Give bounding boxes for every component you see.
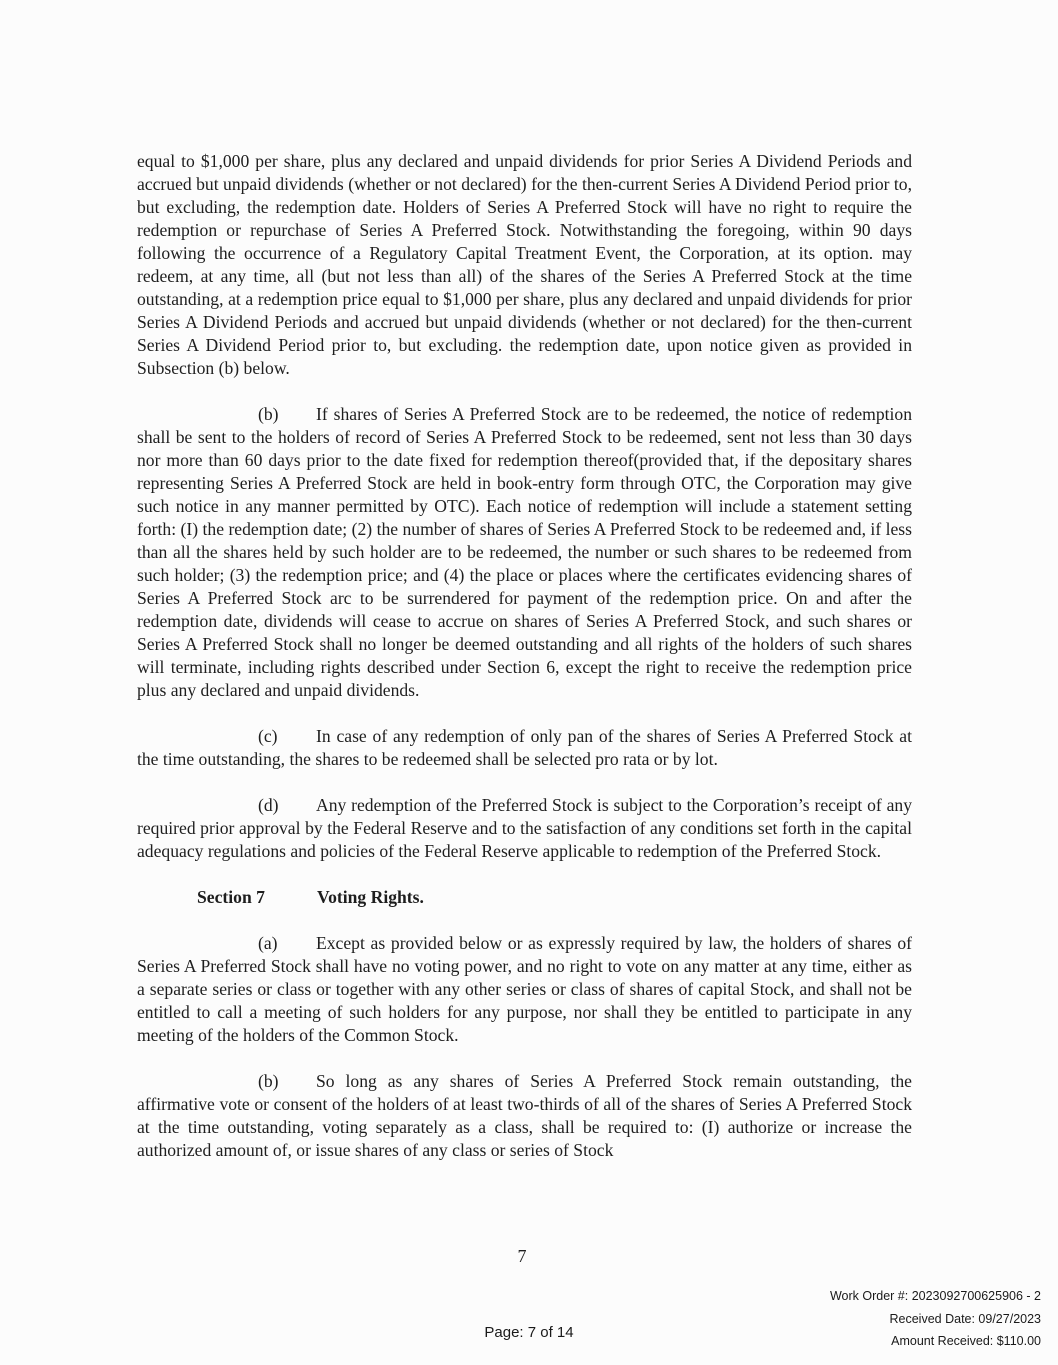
paragraph-text: Any redemption of the Preferred Stock is subject to the Corporation’s receipt of any required prior approval by the Federal Reserve and to the satisfaction of any conditions set forth in the capital adequacy regulations and policies of the Federal Reserve applicable to redemption of the Preferred Stock.	[137, 795, 912, 861]
paragraph-text: In case of any redemption of only pan of the shares of Series A Preferred Stock at the time outstanding, the shares to be redeemed shall be selected pro rata or by lot.	[137, 726, 912, 769]
section-heading	[137, 886, 912, 909]
paragraph-label: (a)	[258, 933, 278, 953]
work-order-number: Work Order #: 2023092700625906 - 2	[829, 1289, 1041, 1303]
amount-received: Amount Received: $110.00	[891, 1334, 1041, 1348]
section-number: Section 7	[197, 887, 265, 907]
paragraph-6d	[137, 794, 912, 863]
paragraph-text: So long as any shares of Series A Preferred Stock remain outstanding, the affirmative vote or consent of the holders of at least two-thirds of all of the shares of Series A Preferred Stock at the time outstanding, voting separately as a class, shall be required to: (I) authorize or increase the authorized amount of, or issue shares of any class or series of Stock	[137, 1071, 912, 1160]
paragraph-6b	[137, 403, 912, 702]
received-date: Received Date: 09/27/2023	[889, 1311, 1041, 1326]
paragraph-label: (b)	[258, 1071, 279, 1091]
paragraph-label: (d)	[258, 795, 279, 815]
paragraph-redemption-continuation: equal to $1,000 per share, plus any declared and unpaid dividends for prior Series A Dividend Periods and accrued but unpaid dividends (whether or not declared) for the then-current Series A Dividend Period prior to, but excluding, the redemption date. Holders of Series A Preferred Stock will have no right to require the redemption or repurchase of Series A Preferred Stock. Notwithstanding the foregoing, within 90 days following the occurrence of a Regulatory Capital Treatment Event, the Corporation, at its option. may redeem, at any time, all (but not less than all) of the shares of the Series A Preferred Stock at the time outstanding, at a redemption price equal to $1,000 per share, plus any declared and unpaid dividends for prior Series A Dividend Periods and accrued but unpaid dividends (whether or not declared) for the then-current Series A Dividend Period prior to, but excluding. the redemption date, upon notice given as provided in Subsection (b) below.	[137, 151, 912, 378]
page-number: 7	[517, 1246, 527, 1266]
paragraph-6c	[137, 725, 912, 771]
footer-page-indicator: Page: 7 of 14	[484, 1324, 574, 1341]
section-title: Voting Rights.	[317, 887, 424, 907]
paragraph-text: If shares of Series A Preferred Stock are to be redeemed, the notice of redemption shall be sent to the holders of record of Series A Preferred Stock to be redeemed, sent not less than 30 days nor more than 60 days prior to the date fixed for redemption thereof(provided that, if the depositary shares representing Series A Preferred Stock are held in book-entry form through OTC, the Corporation may give such notice in any manner permitted by OTC). Each notice of redemption will include a statement setting forth: (I) the redemption date; (2) the number of shares of Series A Preferred Stock to be redeemed and, if less than all the shares held by such holder are to be redeemed, the number or such shares to be redeemed from such holder; (3) the redemption price; and (4) the place or places where the certificates evidencing shares of Series A Preferred Stock arc to be surrendered for payment of the redemption price. On and after the redemption date, dividends will cease to accrue on shares of Series A Preferred Stock, and such shares or Series A Preferred Stock shall no longer be deemed outstanding and all rights of the holders of such shares will terminate, including rights described under Section 6, except the right to receive the redemption price plus any declared and unpaid dividends.	[137, 404, 912, 700]
paragraph-7a	[137, 932, 912, 1047]
paragraph-label: (c)	[258, 726, 278, 746]
paragraph-text: Except as provided below or as expressly required by law, the holders of shares of Series A Preferred Stock shall have no voting power, and no right to vote on any matter at any time, either as a separate series or class or together with any other series or class of shares of capital Stock, and shall not be entitled to call a meeting of such holders for any purpose, nor shall they be entitled to participate in any meeting of the holders of the Common Stock.	[137, 933, 912, 1045]
paragraph-7b	[137, 1070, 912, 1162]
paragraph-label: (b)	[258, 404, 279, 424]
document-body	[137, 150, 912, 1162]
filing-stamp	[830, 1285, 1041, 1353]
